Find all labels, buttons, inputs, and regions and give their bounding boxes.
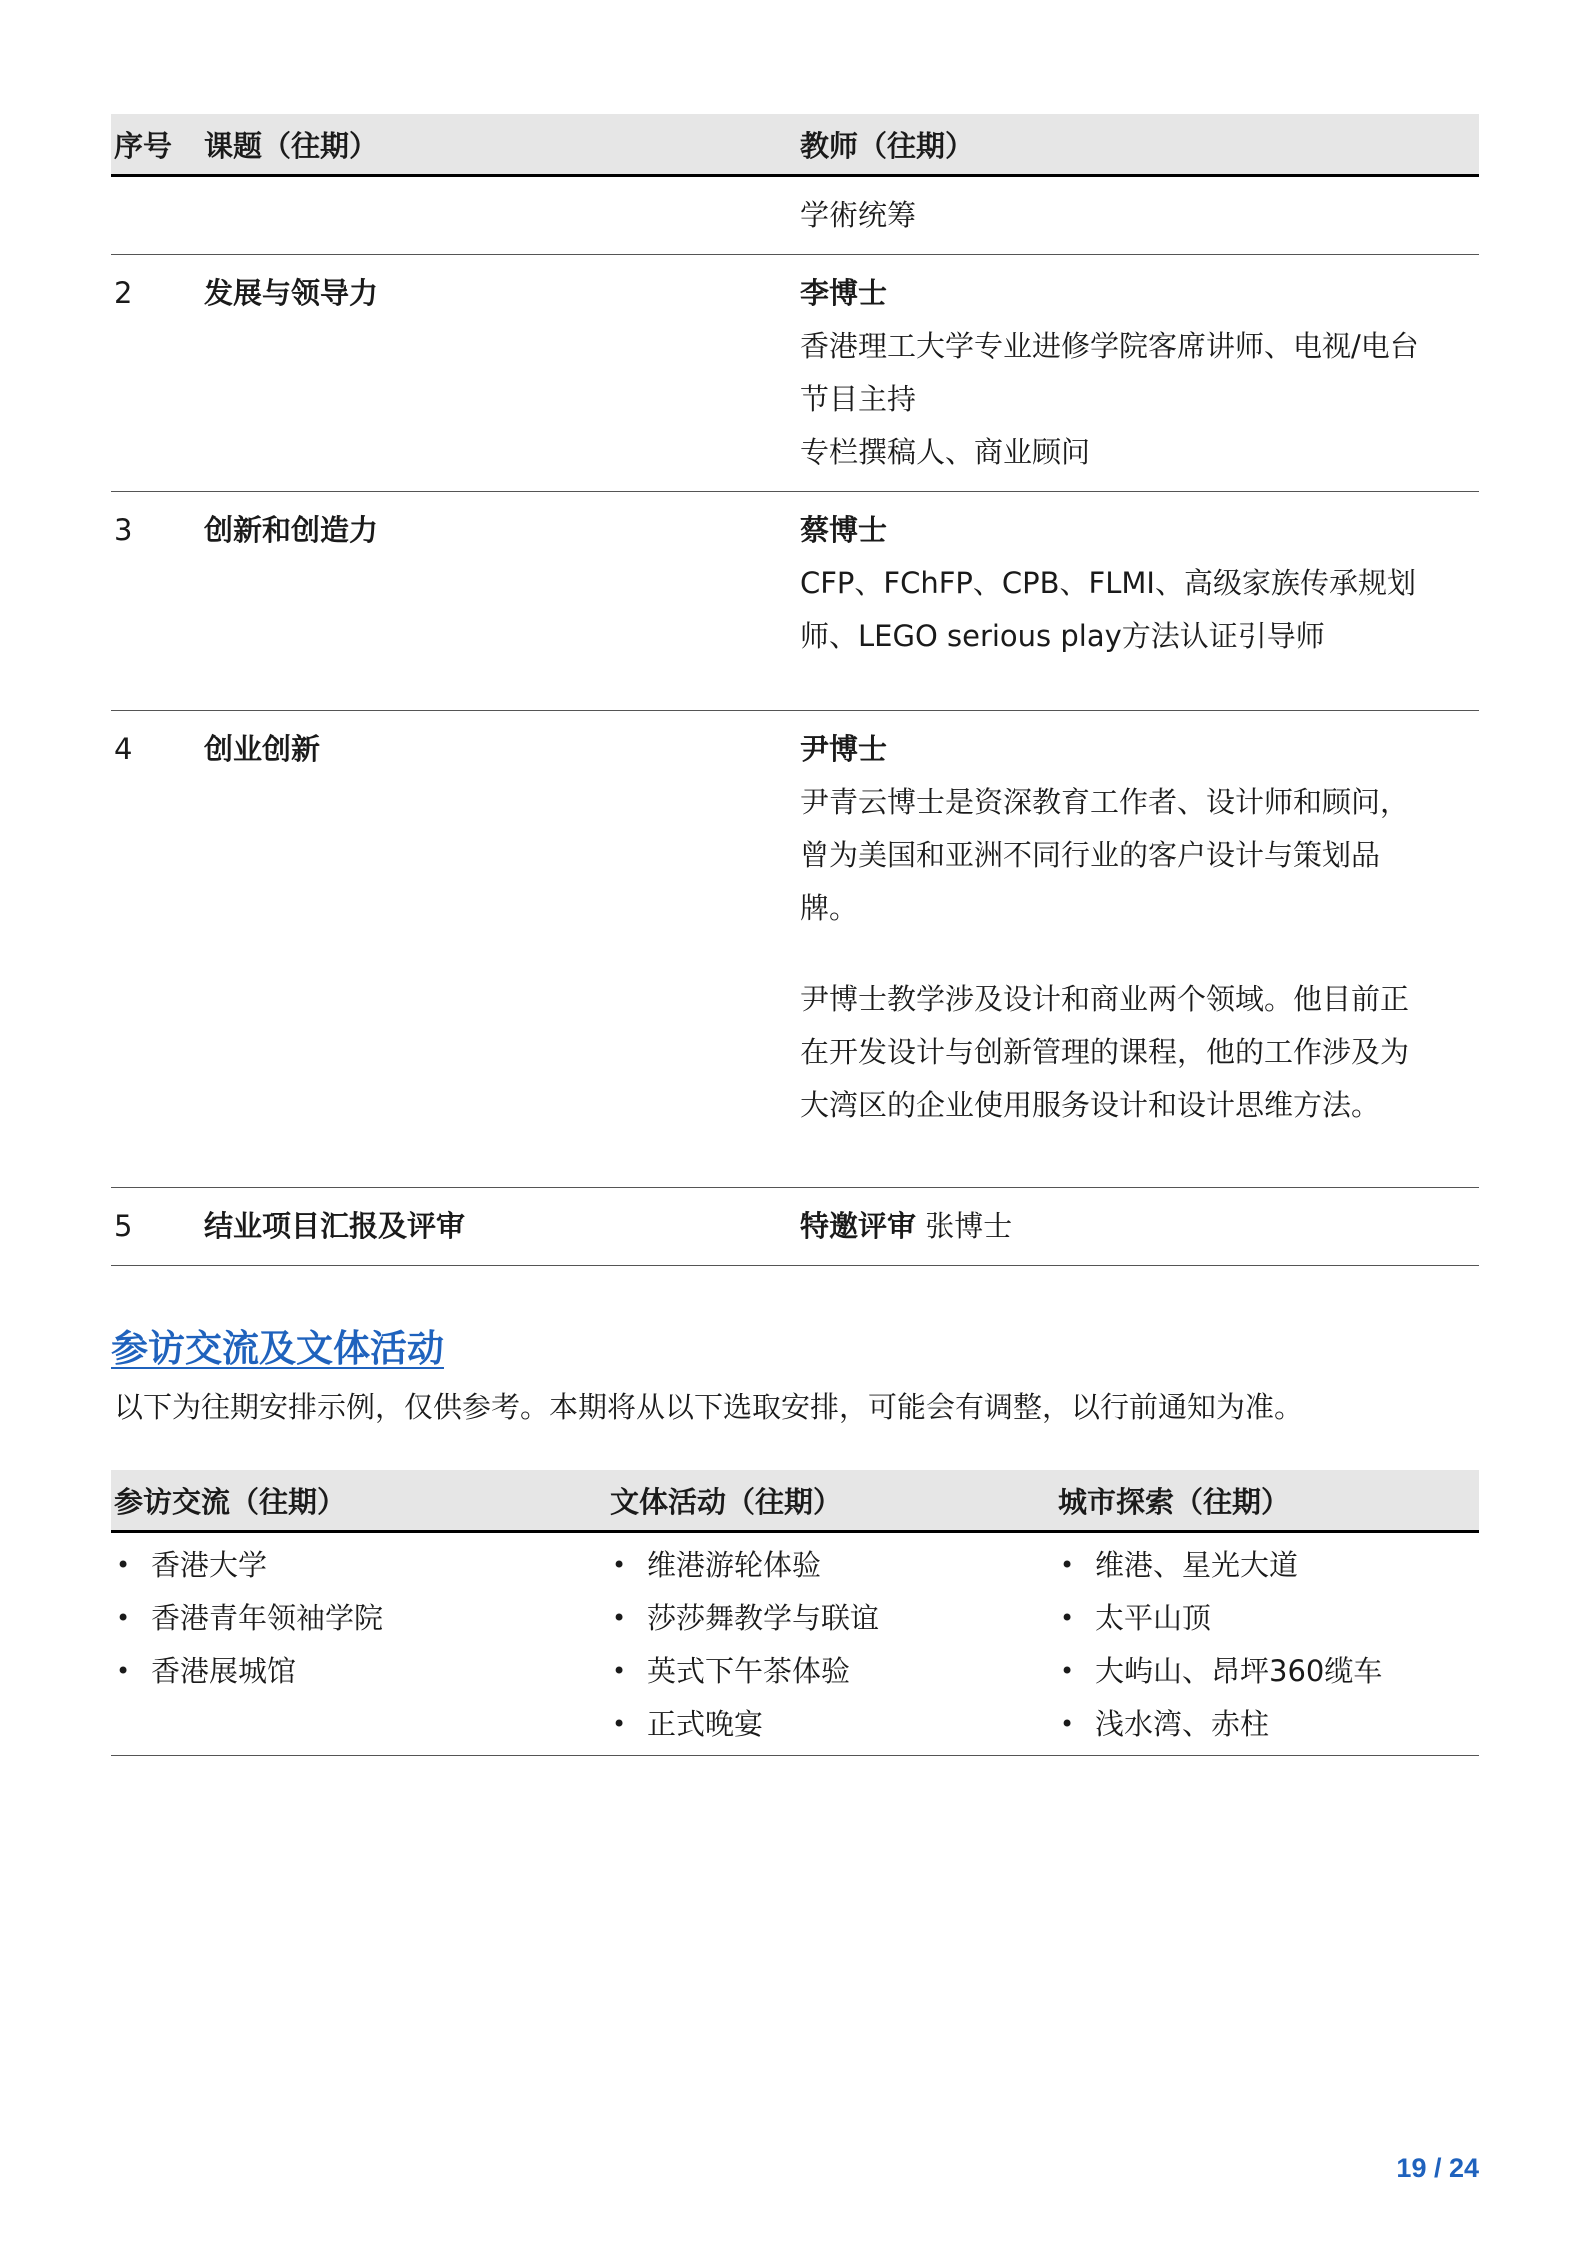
sports-culture-list [607, 1532, 1055, 1756]
list-item [1055, 1645, 1479, 1698]
activities-row [111, 1532, 1479, 1756]
teacher-bio-line: 学術统筹 [800, 198, 917, 232]
row-number [111, 176, 201, 255]
bullet-list [111, 1539, 607, 1698]
list-item-label: 香港大学 [151, 1548, 268, 1582]
list-item [607, 1539, 1055, 1592]
list-item [111, 1539, 607, 1592]
list-item-label: 莎莎舞教学与联谊 [647, 1601, 880, 1635]
list-item [111, 1645, 607, 1698]
bullet-icon: • [1060, 1710, 1075, 1738]
course-table-header [111, 114, 1479, 176]
list-item-label: 香港青年领袖学院 [151, 1601, 384, 1635]
row-topic: 创业创新 [201, 711, 797, 1188]
table-row [111, 492, 1479, 711]
teacher-name: 李博士 [800, 276, 888, 310]
teacher-bio-line: 尹青云博士是资深教育工作者、设计师和顾问， [800, 785, 1410, 819]
row-number: 2 [111, 255, 201, 492]
list-item [607, 1645, 1055, 1698]
header-num: 序号 [111, 114, 201, 176]
row-teacher [797, 176, 1479, 255]
teacher-name: 蔡博士 [800, 513, 888, 547]
table-row [111, 176, 1479, 255]
bullet-icon: • [1060, 1604, 1075, 1632]
table-row [111, 711, 1479, 1188]
row-topic: 发展与领导力 [201, 255, 797, 492]
row-teacher [797, 492, 1479, 711]
list-item-label: 太平山顶 [1095, 1601, 1212, 1635]
city-explore-list [1055, 1532, 1479, 1756]
list-item-label: 英式下午茶体验 [647, 1654, 851, 1688]
list-item-label: 正式晚宴 [647, 1707, 764, 1741]
section-intro: 以下为往期安排示例，仅供参考。本期将从以下选取安排，可能会有调整，以行前通知为准。 [114, 1390, 1304, 1424]
teacher-bio-line: 牌。 [800, 891, 859, 925]
row-topic: 结业项目汇报及评审 [201, 1188, 797, 1266]
teacher-bio-line: 节目主持 [800, 382, 917, 416]
bullet-icon: • [612, 1604, 627, 1632]
table-row [111, 1188, 1479, 1266]
bullet-icon: • [116, 1604, 131, 1632]
header-teacher: 教师（往期） [797, 114, 1479, 176]
list-item [1055, 1592, 1479, 1645]
visits-list [111, 1532, 607, 1756]
section-title: 参访交流及文体活动 [111, 1327, 444, 1370]
list-item-label: 维港、星光大道 [1095, 1548, 1299, 1582]
table-row [111, 255, 1479, 492]
teacher-name: 特邀评审 [800, 1209, 917, 1243]
bullet-icon: • [612, 1710, 627, 1738]
bullet-icon: • [612, 1657, 627, 1685]
teacher-bio-line: 曾为美国和亚洲不同行业的客户设计与策划品 [800, 838, 1381, 872]
header-city-explore: 城市探索（往期） [1055, 1470, 1479, 1532]
bullet-icon: • [116, 1551, 131, 1579]
page [111, 114, 1479, 1756]
row-teacher [797, 1188, 1479, 1266]
row-number: 5 [111, 1188, 201, 1266]
course-table [111, 114, 1479, 1266]
bullet-icon: • [1060, 1657, 1075, 1685]
row-topic [201, 176, 797, 255]
list-item [1055, 1539, 1479, 1592]
list-item-label: 浅水湾、赤柱 [1095, 1707, 1270, 1741]
page-number: 19 / 24 [1396, 2153, 1479, 2183]
list-item [111, 1592, 607, 1645]
list-item [607, 1592, 1055, 1645]
teacher-bio-line: 在开发设计与创新管理的课程，他的工作涉及为 [800, 1035, 1410, 1069]
teacher-bio-line: 尹博士教学涉及设计和商业两个领域。他目前正 [800, 982, 1410, 1016]
row-number: 4 [111, 711, 201, 1188]
bullet-icon: • [1060, 1551, 1075, 1579]
teacher-bio-line: CFP、FChFP、CPB、FLMI、高级家族传承规划 [800, 566, 1416, 600]
bullet-icon: • [116, 1657, 131, 1685]
activities-table-header [111, 1470, 1479, 1532]
teacher-bio-line: 香港理工大学专业进修学院客席讲师、电视/电台 [800, 329, 1419, 363]
row-teacher [797, 255, 1479, 492]
list-item-label: 香港展城馆 [151, 1654, 297, 1688]
list-item-label: 大屿山、昂坪360缆车 [1095, 1654, 1383, 1688]
teacher-bio-line: 师、LEGO serious play方法认证引导师 [800, 619, 1325, 653]
teacher-bio-line: 专栏撰稿人、商业顾问 [800, 435, 1091, 469]
teacher-name: 尹博士 [800, 732, 888, 766]
activities-table [111, 1470, 1479, 1756]
teacher-bio-line: 大湾区的企业使用服务设计和设计思维方法。 [800, 1088, 1381, 1122]
bullet-list [1055, 1539, 1479, 1751]
row-teacher [797, 711, 1479, 1188]
row-number: 3 [111, 492, 201, 711]
header-sports-culture: 文体活动（往期） [607, 1470, 1055, 1532]
bullet-icon: • [612, 1551, 627, 1579]
list-item-label: 维港游轮体验 [647, 1548, 822, 1582]
list-item [1055, 1698, 1479, 1751]
header-topic: 课题（往期） [201, 114, 797, 176]
row-topic: 创新和创造力 [201, 492, 797, 711]
list-item [607, 1698, 1055, 1751]
header-visits: 参访交流（往期） [111, 1470, 607, 1532]
bullet-list [607, 1539, 1055, 1751]
teacher-inline-name: 张博士 [916, 1209, 1013, 1243]
